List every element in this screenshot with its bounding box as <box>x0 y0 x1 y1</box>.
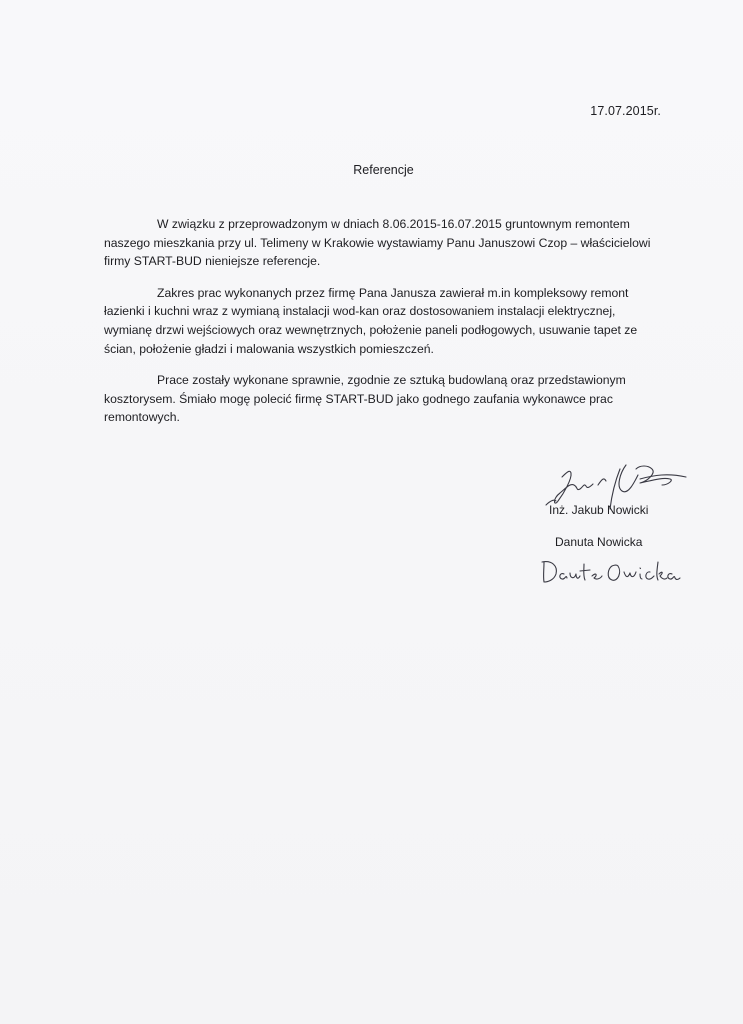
signatory-name: Danuta Nowicka <box>555 535 643 549</box>
paragraph-renovation-scope-intro <box>104 215 664 271</box>
paragraph-line: W związku z przeprowadzonym w dniach 8.06.2015-16.07.2015 gruntownym remontem <box>157 217 630 231</box>
letter-title: Referencje <box>353 163 414 177</box>
paragraph-line: naszego mieszkania przy ul. Telimeny w Krakowie wystawiamy Panu Januszowi Czop – właścicielowi <box>104 235 651 250</box>
signature-danuta-nowicka <box>538 552 688 590</box>
paragraph-line: Prace zostały wykonane sprawnie, zgodnie ze sztuką budowlaną oraz przedstawionym <box>157 373 626 388</box>
letter-body <box>104 215 664 440</box>
paragraph-work-scope <box>104 284 664 358</box>
paragraph-line: ścian, położenie gładzi i malowania wszystkich pomieszczeń. <box>104 341 434 356</box>
paragraph-line: Zakres prac wykonanych przez firmę Pana Janusza zawierał m.in kompleksowy remont <box>157 285 629 300</box>
paragraph-line: kosztorysem. Śmiało mogę polecić firmę START-BUD jako godnego zaufania wykonawce prac <box>104 391 613 406</box>
paragraph-recommendation <box>104 371 664 427</box>
paragraph-line: wymianę drzwi wejściowych oraz wewnętrznych, położenie paneli podłogowych, usuwanie tapet ze <box>104 322 638 337</box>
paragraph-line: łazienki i kuchni wraz z wymianą instalacji wod-kan oraz dostosowaniem instalacji elektrycznej, <box>104 304 616 319</box>
paragraph-line: firmy START-BUD nieniejsze referencje. <box>104 254 321 269</box>
letter-date: 17.07.2015r. <box>590 104 661 118</box>
signatory-name: Inż. Jakub Nowicki <box>549 503 649 517</box>
paragraph-line: remontowych. <box>104 410 180 425</box>
